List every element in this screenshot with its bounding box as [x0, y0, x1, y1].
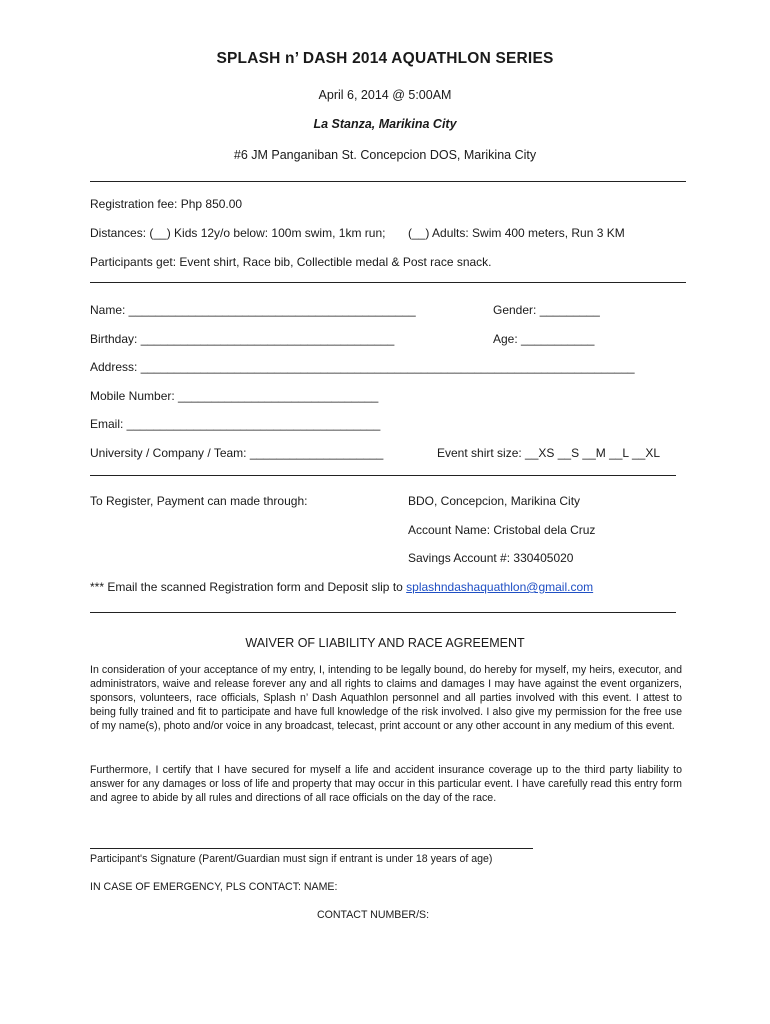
payment-label: To Register, Payment can made through:	[90, 494, 308, 508]
waiver-heading: WAIVER OF LIABILITY AND RACE AGREEMENT	[245, 636, 525, 650]
event-date: April 6, 2014 @ 5:00AM	[318, 88, 452, 102]
distance-kids-option[interactable]: Distances: (__) Kids 12y/o below: 100m swim, 1km run;	[90, 226, 386, 240]
email-field[interactable]: Email: ______________________________________	[90, 417, 381, 431]
divider	[90, 475, 676, 476]
distance-adults-option[interactable]: (__) Adults: Swim 400 meters, Run 3 KM	[408, 226, 625, 240]
form-title: SPLASH n’ DASH 2014 AQUATHLON SERIES	[216, 50, 554, 67]
team-field[interactable]: University / Company / Team: ____________________	[90, 446, 384, 460]
divider	[90, 181, 686, 182]
waiver-paragraph-1: In consideration of your acceptance of my entry, I, intending to be legally bound, do hereby for myself, my heirs, executor, and administrators, waive and release forever any and all rights to claims and damages I may have against the event organizers, sponsors, volunteers, race officials, Splash n’ Dash Aquathlon personnel and all parties involved with this event. I attest to being fully trained and fit to participate and have full knowledge of the risk involved. I also give my permission for the free use of my name(s), photo and/or voice in any broadcast, telecast, print account or any other account in any medium of this event.	[90, 664, 682, 732]
divider	[90, 282, 686, 283]
venue-address: #6 JM Panganiban St. Concepcion DOS, Marikina City	[233, 148, 537, 162]
birthday-field[interactable]: Birthday: ______________________________________	[90, 332, 395, 346]
savings-account: Savings Account #: 330405020	[408, 551, 574, 565]
signature-label: Participant's Signature (Parent/Guardian must sign if entrant is under 18 years of age)	[90, 853, 493, 865]
participant-inclusions: Participants get: Event shirt, Race bib, Collectible medal & Post race snack.	[90, 255, 492, 269]
shirt-size-field[interactable]: Event shirt size: __XS __S __M __L __XL	[437, 446, 661, 460]
registration-fee: Registration fee: Php 850.00	[90, 197, 243, 211]
gender-field[interactable]: Gender: _________	[493, 303, 600, 317]
emergency-contact-name[interactable]: IN CASE OF EMERGENCY, PLS CONTACT: NAME:	[90, 881, 338, 893]
emergency-contact-number[interactable]: CONTACT NUMBER/S:	[317, 909, 430, 921]
account-name: Account Name: Cristobal dela Cruz	[408, 523, 596, 537]
waiver-paragraph-2: Furthermore, I certify that I have secured for myself a life and accident insurance coverage up to the third party liability to answer for any damages or loss of life and property that may occur in this particular event. I have carefully read this entry form and agree to abide by all rules and directions of all race officials on the day of the race.	[90, 764, 682, 804]
email-note: *** Email the scanned Registration form and Deposit slip to	[90, 580, 403, 594]
divider	[90, 612, 676, 613]
name-field[interactable]: Name: ___________________________________________	[90, 303, 416, 317]
mobile-number-field[interactable]: Mobile Number: ______________________________	[90, 389, 379, 403]
signature-line[interactable]	[90, 848, 533, 849]
bank-name: BDO, Concepcion, Marikina City	[408, 494, 581, 508]
address-field[interactable]: Address: __________________________________________________________________________	[90, 360, 635, 374]
email-link[interactable]: splashndashaquathlon@gmail.com	[406, 580, 594, 594]
event-venue: La Stanza, Marikina City	[313, 117, 457, 131]
age-field[interactable]: Age: ___________	[493, 332, 595, 346]
email-instruction	[90, 580, 593, 594]
